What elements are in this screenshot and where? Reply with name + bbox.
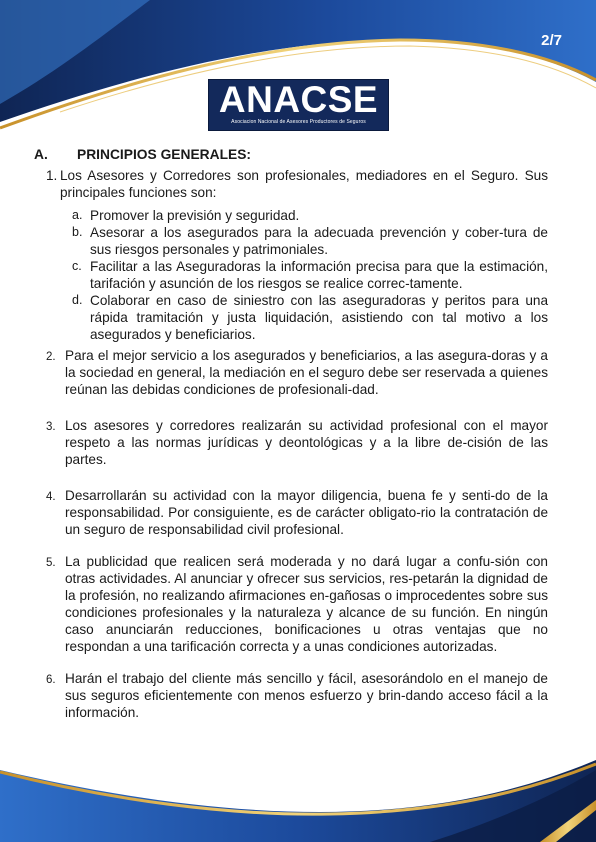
list-item-3: [46, 417, 548, 468]
subitem-text: Facilitar a las Aseguradoras la información precisa para que la estimación, tarifación y asunción de los riesgos se realice correc-tamente.: [90, 259, 548, 291]
list-item-4: [46, 487, 548, 538]
subitem-text: Asesorar a los asegurados para la adecuada prevención y cober-tura de sus riesgos personales y patrimoniales.: [90, 225, 548, 257]
list-item-5: [46, 553, 548, 655]
logo-subtitle: Asociacion Nacional de Asesores Productores de Seguros: [231, 119, 366, 125]
subitem-letter: a.: [72, 208, 83, 222]
item-text: Desarrollarán su actividad con la mayor diligencia, buena fe y senti-do de la responsabilidad. Por consiguiente, es de carácter obligato-rio la contratación de un seguro de responsabilidad civil profesional.: [65, 488, 548, 537]
item-text: La publicidad que realicen será moderada y no dará lugar a confu-sión con otras actividades. Al anunciar y ofrecer sus servicios, res-petarán la dignidad de la profesión, no realizando afirmaciones en-gañosas o improcedentes sobre sus condiciones profesionales y la naturaleza y alcance de su función. En ningún caso anunciarán reducciones, bonificaciones u otras ventajas que no respondan a una tarificación correcta y a unas condiciones autorizadas.: [65, 554, 548, 654]
subitem-c: [72, 258, 548, 292]
item-number: 3.: [46, 421, 56, 433]
subitem-letter: c.: [72, 259, 82, 273]
item-text: Los Asesores y Corredores son profesionales, mediadores en el Seguro. Sus principales funciones son:: [60, 168, 548, 200]
list-item-6: [46, 670, 548, 721]
item-text: Harán el trabajo del cliente más sencillo y fácil, asesorándolo en el manejo de sus seguros eficientemente con menos esfuerzo y brin-dando acceso fácil a la información.: [65, 671, 548, 720]
page-number: 2/7: [541, 32, 562, 49]
logo-wordmark: ANACSE: [218, 79, 379, 120]
item-text: Para el mejor servicio a los asegurados y beneficiarios, a las asegura-doras y a la sociedad en general, la mediación en el seguro debe ser reservada a quienes reúnan las debidas condiciones de profesionali-dad.: [65, 348, 548, 397]
subitem-b: [72, 224, 548, 258]
list-item-1: [46, 167, 548, 201]
subitem-text: Promover la previsión y seguridad.: [90, 208, 300, 223]
list-item-2: [46, 347, 548, 398]
item-number: 2.: [46, 351, 56, 363]
item-number: 5.: [46, 557, 56, 569]
item-text: Los asesores y corredores realizarán su actividad profesional con el mayor respeto a las normas jurídicas y deontológicas y a la libre de-cisión de las partes.: [65, 418, 548, 467]
section-heading: [34, 146, 548, 163]
item-number: 1.: [46, 168, 58, 183]
section-title: PRINCIPIOS GENERALES:: [77, 147, 252, 162]
subitem-letter: d.: [72, 293, 83, 307]
subitem-text: Colaborar en caso de siniestro con las aseguradoras y peritos para una rápida tramitación y justa liquidación, asistiendo con tal motivo a los asegurados y beneficiarios.: [90, 293, 548, 342]
subitem-a: [72, 207, 548, 224]
item-number: 6.: [46, 674, 56, 686]
item-number: 4.: [46, 491, 56, 503]
subitem-letter: b.: [72, 225, 83, 239]
document-body: [34, 146, 548, 721]
subitem-d: [72, 292, 548, 343]
section-letter: A.: [34, 147, 48, 162]
anacse-logo: [208, 79, 389, 131]
